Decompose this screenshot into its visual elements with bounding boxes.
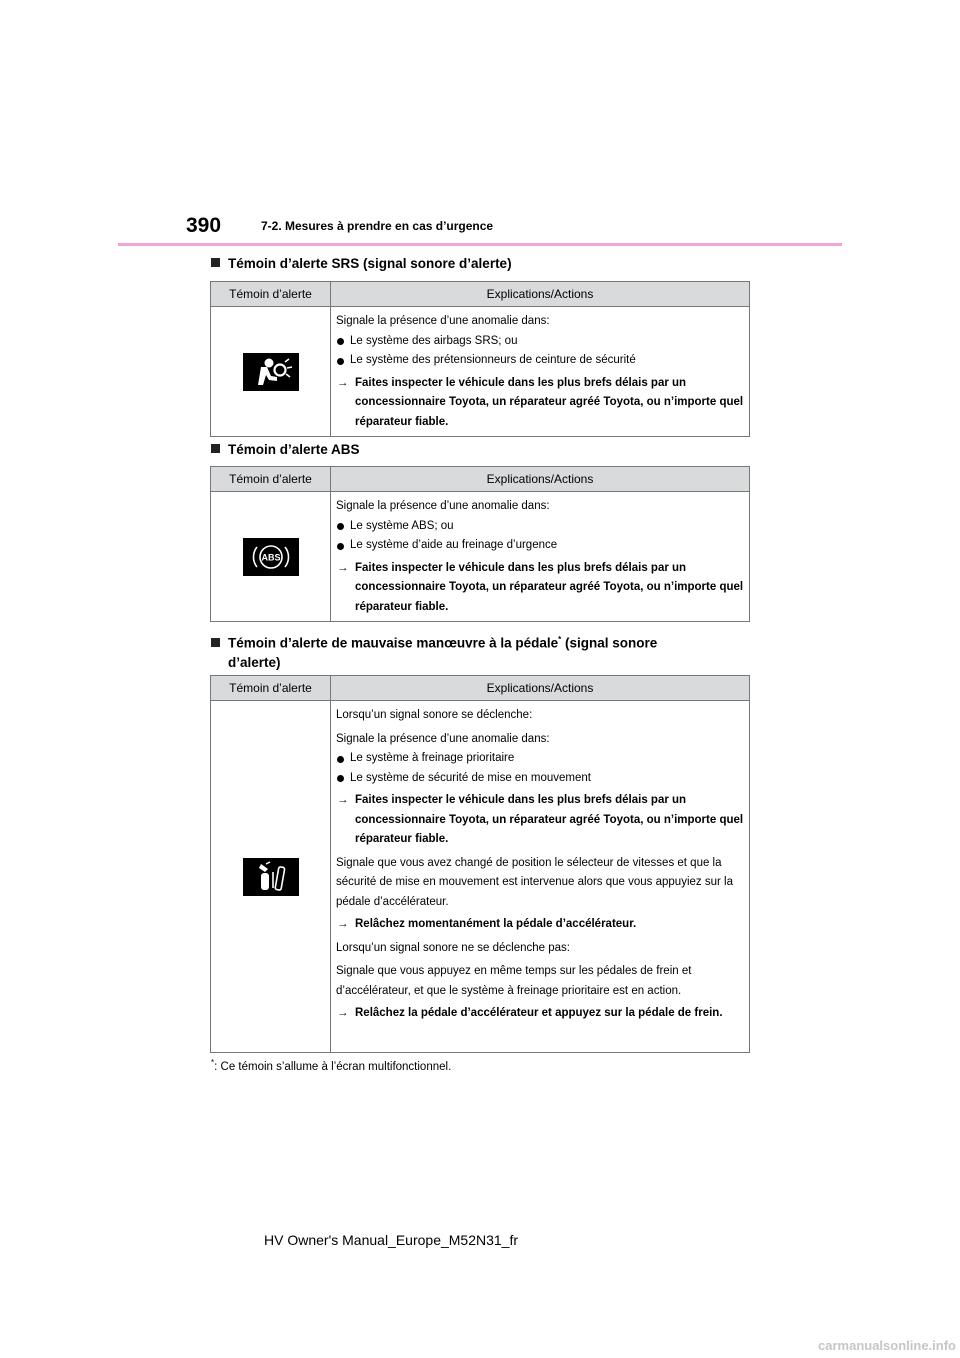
document-footer: HV Owner's Manual_Europe_M52N31_fr	[264, 1232, 519, 1248]
footnote-mark: *	[211, 1058, 215, 1067]
pedal-icon-cell	[211, 701, 331, 1053]
heading-srs: Témoin d’alerte SRS (signal sonore d’alerte)	[211, 254, 512, 273]
action-text: → Faites inspecter le véhicule dans les plus brefs délais par un concessionnaire Toyota, un réparateur agréé Toyota, ou n’importe quel réparateur fiable.	[336, 559, 744, 618]
action-text: → Faites inspecter le véhicule dans les plus brefs délais par un concessionnaire Toyota, un réparateur agréé Toyota, ou n’importe quel réparateur fiable.	[336, 374, 744, 433]
arrow-icon: →	[337, 1007, 349, 1019]
watermark: carmanualsonline.info	[818, 1338, 956, 1353]
footnote: *: Ce témoin s’allume à l’écran multifonctionnel.	[211, 1058, 452, 1073]
heading-pedal: Témoin d’alerte de mauvaise manœuvre à la pédale* (signal sonore d’alerte)	[211, 630, 657, 672]
srs-icon-cell	[211, 307, 331, 437]
header-rule	[118, 243, 842, 246]
action-text: → Relâchez momentanément la pédale d’accélérateur.	[336, 915, 744, 935]
pedal-table	[210, 675, 750, 1053]
list-item: Le système de sécurité de mise en mouvement	[336, 769, 744, 789]
abs-icon-cell	[211, 492, 331, 622]
col-header-warning: Témoin d’alerte	[211, 282, 331, 307]
list-item: Le système ABS; ou	[336, 517, 744, 537]
abs-table	[210, 466, 750, 622]
col-header-warning: Témoin d’alerte	[211, 467, 331, 492]
arrow-icon: →	[337, 376, 349, 389]
section-title: 7-2. Mesures à prendre en cas d’urgence	[261, 219, 494, 233]
page-number: 390	[186, 214, 222, 237]
col-header-explanations: Explications/Actions	[331, 676, 750, 701]
list-item: Le système à freinage prioritaire	[336, 749, 744, 769]
heading-abs: Témoin d’alerte ABS	[211, 440, 360, 459]
arrow-icon: →	[337, 794, 349, 806]
airbag-warning-icon	[243, 353, 299, 391]
pedal-explanation: Lorsqu’un signal sonore se déclenche: Signale la présence d’une anomalie dans: Le système à freinage prioritaire Le système de sécurité de mise en mouvement → Faites inspecter le véhicule dans les plus brefs délais par un concessionnaire Toyota, un réparateur agréé Toyota, ou n’importe quel réparateur fiable. Signale que vous avez changé de position le sélecteur de vitesses et que la sécurité de mise en mouvement est intervenue alors que vous appuyiez sur la pédale d’accélérateur. → Relâchez momentanément la pédale d’accélérateur. Lorsqu’un signal sonore ne se déclenche pas: Signale que vous appuyez en même temps sur les pédales de frein et d’accélérateur, et que le système à freinage prioritaire est en action. → Relâchez la pédale d’accélérateur et appuyez sur la pédale de frein.	[331, 701, 750, 1053]
list-item: Le système des prétensionneurs de ceinture de sécurité	[336, 351, 744, 371]
pedal-misoperation-warning-icon	[243, 858, 299, 896]
abs-icon-label: ABS	[260, 552, 281, 562]
srs-explanation: Signale la présence d’une anomalie dans: Le système des airbags SRS; ou Le système des prétensionneurs de ceinture de sécurité → Faites inspecter le véhicule dans les plus brefs délais par un concessionnaire Toyota, un réparateur agréé Toyota, ou n’importe quel réparateur fiable.	[331, 307, 750, 437]
abs-explanation: Signale la présence d’une anomalie dans: Le système ABS; ou Le système d’aide au freinage d’urgence → Faites inspecter le véhicule dans les plus brefs délais par un concessionnaire Toyota, un réparateur agréé Toyota, ou n’importe quel réparateur fiable.	[331, 492, 750, 622]
arrow-icon: →	[337, 918, 349, 930]
footnote-mark: *	[558, 635, 562, 644]
srs-table	[210, 281, 750, 437]
action-text: → Faites inspecter le véhicule dans les plus brefs délais par un concessionnaire Toyota, un réparateur agréé Toyota, ou n’importe quel réparateur fiable.	[336, 791, 744, 850]
abs-warning-icon	[243, 538, 299, 576]
arrow-icon: →	[337, 561, 349, 574]
heading-square-icon	[211, 444, 220, 453]
heading-square-icon	[211, 638, 220, 647]
col-header-warning: Témoin d’alerte	[211, 676, 331, 701]
heading-square-icon	[211, 258, 220, 267]
col-header-explanations: Explications/Actions	[331, 467, 750, 492]
col-header-explanations: Explications/Actions	[331, 282, 750, 307]
list-item: Le système d’aide au freinage d’urgence	[336, 536, 744, 556]
list-item: Le système des airbags SRS; ou	[336, 332, 744, 352]
action-text: → Relâchez la pédale d’accélérateur et appuyez sur la pédale de frein.	[336, 1004, 744, 1024]
